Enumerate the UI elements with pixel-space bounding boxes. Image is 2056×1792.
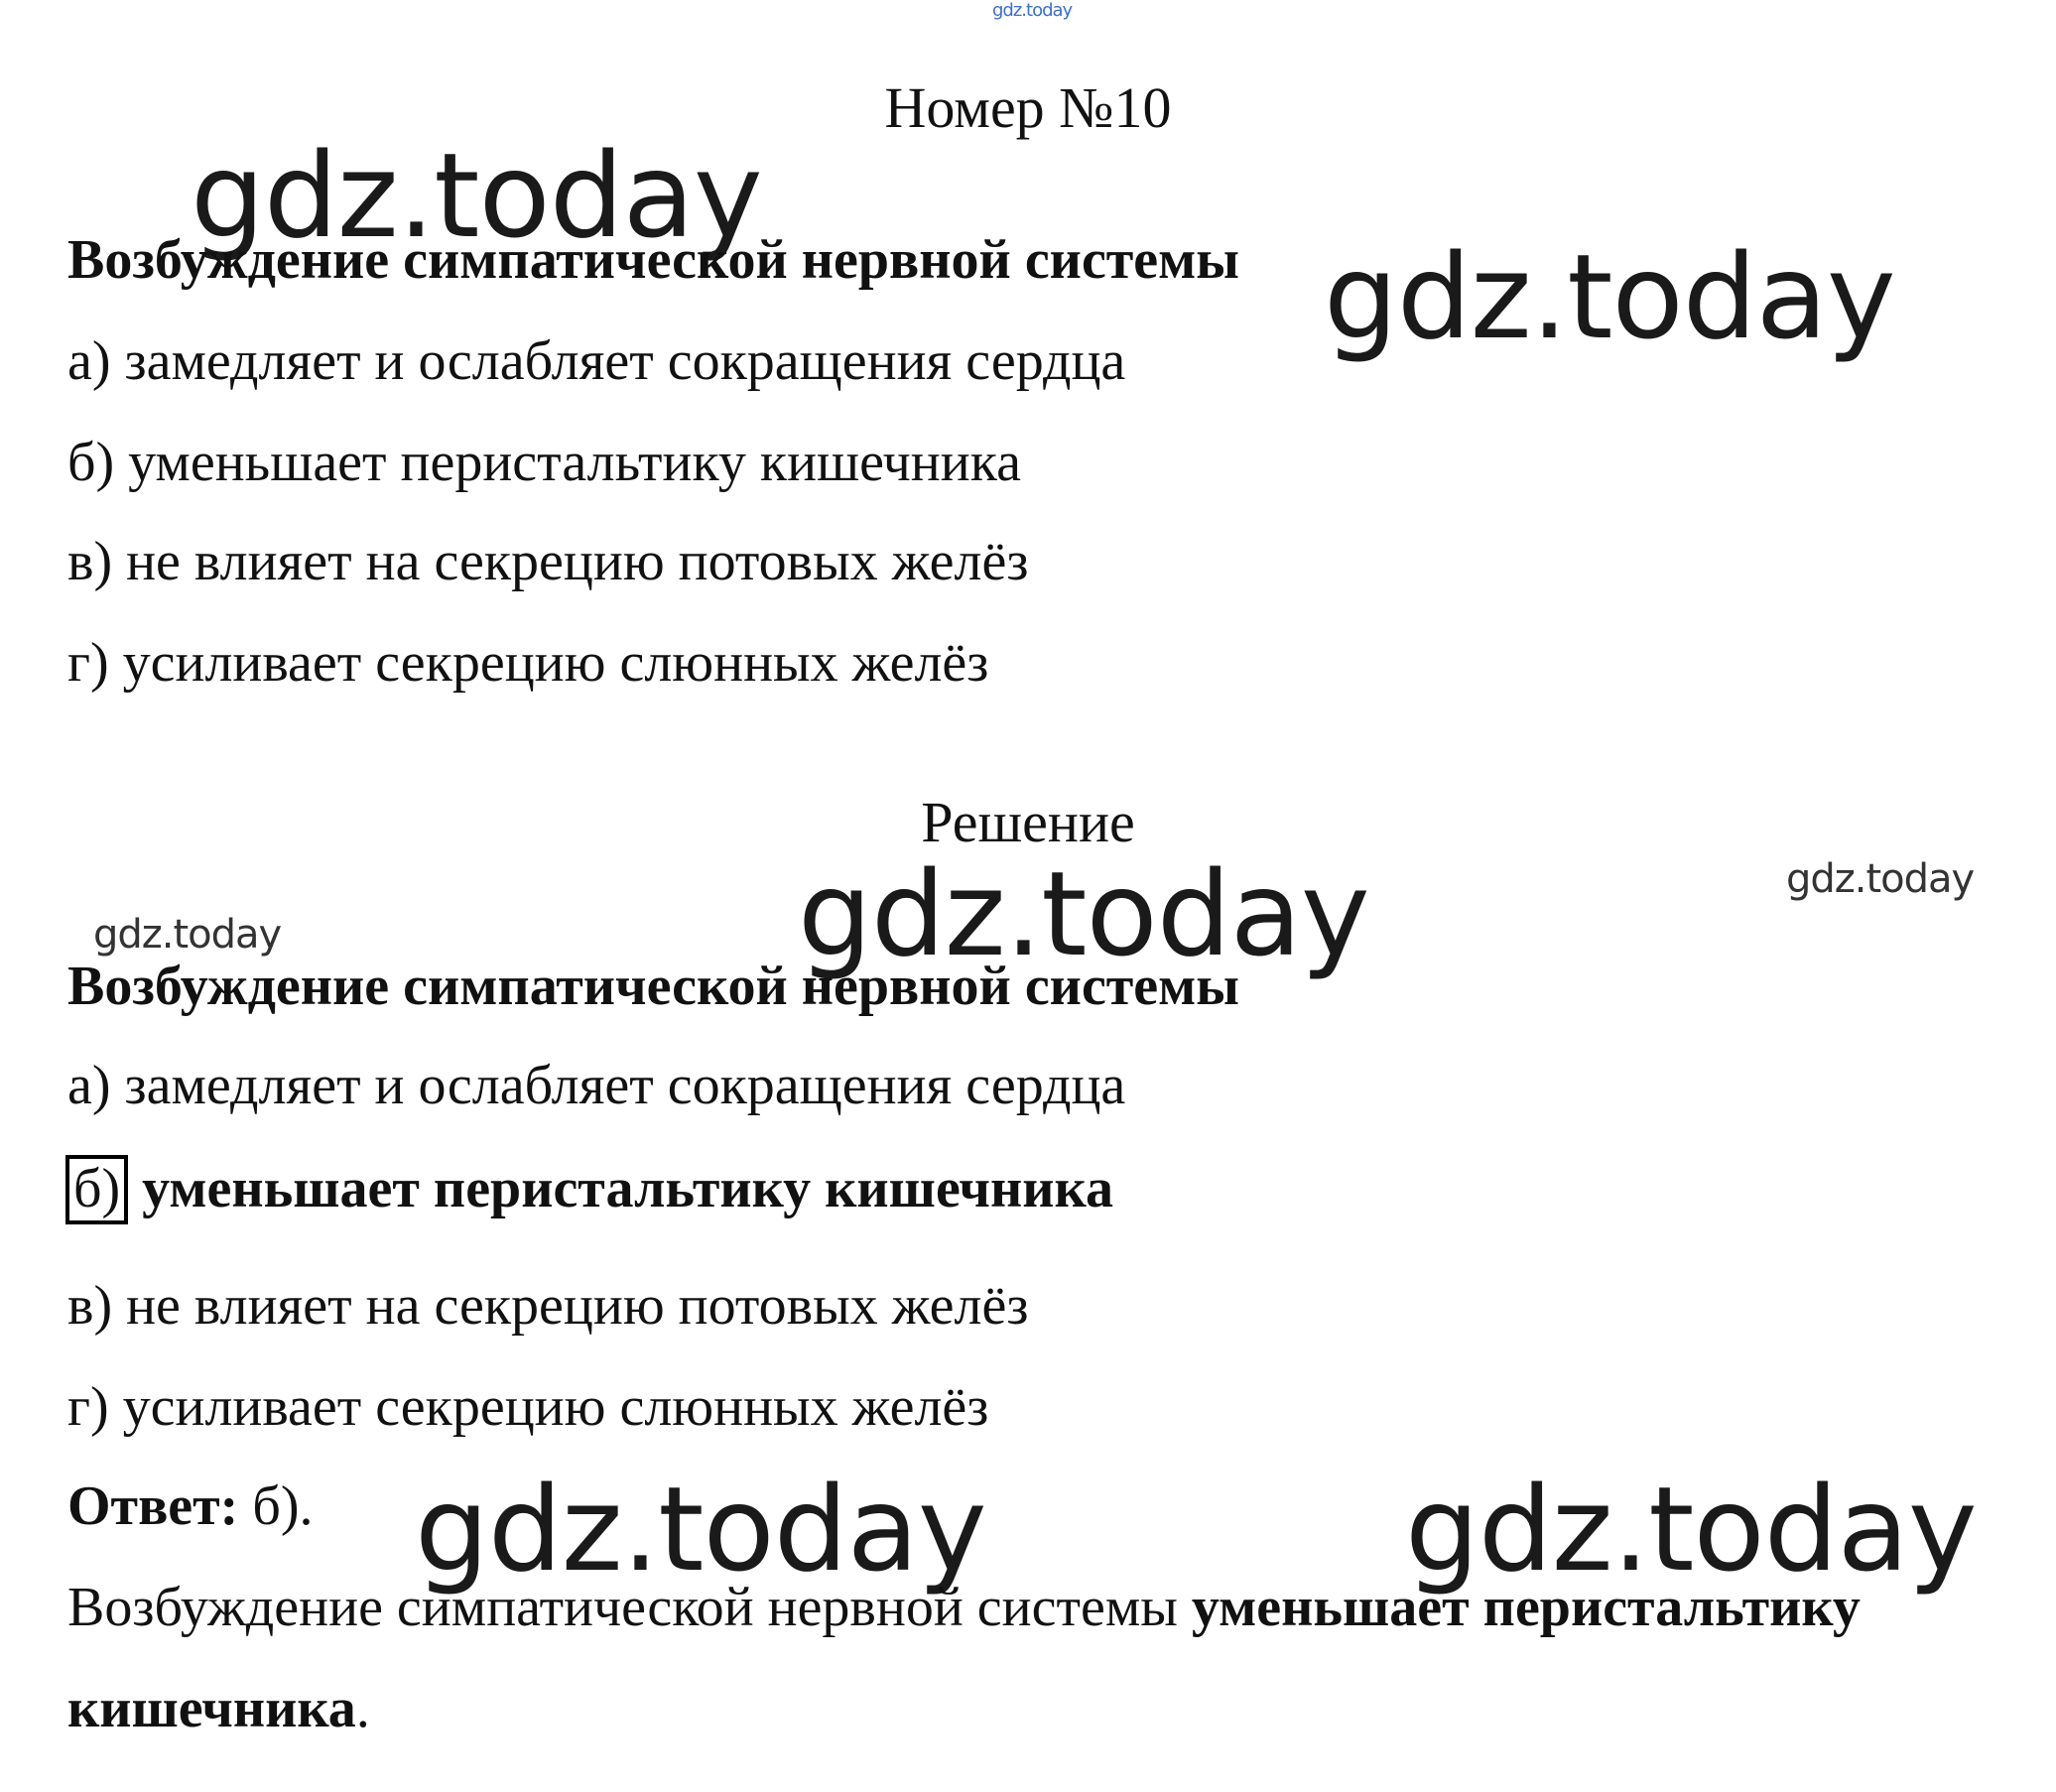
watermark-small: gdz.today [1786, 856, 1975, 902]
task-option-a: а) замедляет и ослабляет сокращения сердца [67, 330, 1126, 392]
answer-value: б). [238, 1475, 314, 1537]
answer-line [67, 1475, 314, 1537]
watermark-large: gdz.today [1405, 1461, 1977, 1598]
solution-option-d: г) усиливает секрецию слюнных желёз [67, 1376, 989, 1438]
watermark-large: gdz.today [191, 127, 762, 264]
watermark-large: gdz.today [798, 845, 1369, 982]
task-option-d: г) усиливает секрецию слюнных желёз [67, 632, 989, 694]
watermark-small: gdz.today [93, 912, 282, 958]
solution-option-a: а) замедляет и ослабляет сокращения сердца [67, 1055, 1126, 1116]
task-title: Номер №10 [884, 75, 1172, 140]
task-question: Возбуждение симпатической нервной системы [67, 229, 1240, 291]
explanation-bold-1: уменьшает перистальтику [1191, 1577, 1861, 1638]
selected-option-text: уменьшает перистальтику кишечника [142, 1158, 1113, 1219]
answer-label: Ответ: [67, 1475, 239, 1537]
explanation-bold-2: кишечника [67, 1678, 356, 1739]
explanation-plain: Возбуждение симпатической нервной системы [67, 1577, 1192, 1638]
solution-question: Возбуждение симпатической нервной системы [67, 956, 1240, 1017]
solution-title: Решение [921, 790, 1135, 854]
task-option-c: в) не влияет на секрецию потовых желёз [67, 531, 1029, 592]
watermark-large: gdz.today [415, 1461, 986, 1598]
task-option-b: б) уменьшает перистальтику кишечника [67, 432, 1021, 493]
explanation-end: . [355, 1678, 370, 1739]
explanation-line-1 [67, 1577, 1861, 1638]
selected-option-marker: б) [65, 1155, 128, 1224]
explanation-line-2 [67, 1678, 370, 1739]
watermark-large: gdz.today [1324, 228, 1895, 365]
solution-option-b [65, 1155, 1113, 1224]
watermark-tiny: gdz.today [992, 0, 1073, 21]
solution-option-c: в) не влияет на секрецию потовых желёз [67, 1275, 1029, 1337]
